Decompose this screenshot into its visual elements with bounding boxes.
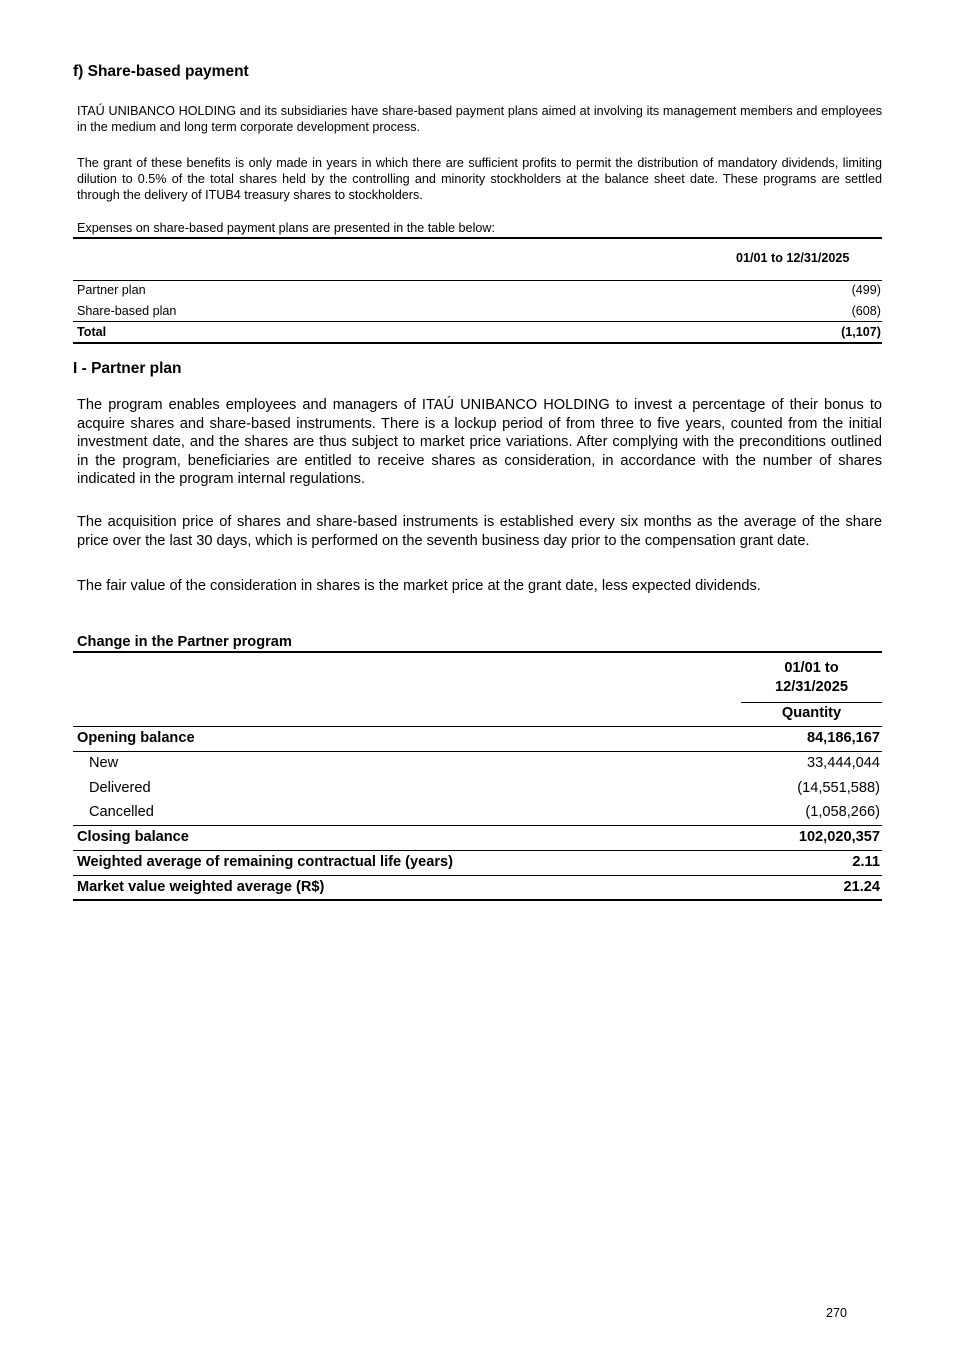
subheader-rule bbox=[741, 702, 882, 703]
row-value: (499) bbox=[851, 283, 881, 297]
total-label: Total bbox=[77, 325, 107, 339]
period-line-2: 12/31/2025 bbox=[774, 678, 849, 695]
table-rule bbox=[73, 342, 882, 344]
table-rule bbox=[73, 850, 882, 851]
row-value: (14,551,588) bbox=[797, 780, 880, 796]
table-row bbox=[77, 755, 880, 771]
table-rule bbox=[73, 751, 882, 752]
row-value: 102,020,357 bbox=[798, 829, 880, 845]
period-header bbox=[741, 659, 882, 696]
market-value-row bbox=[77, 879, 880, 895]
row-value: 2.11 bbox=[852, 854, 880, 870]
table-rule bbox=[73, 651, 882, 653]
row-value: (608) bbox=[851, 304, 881, 318]
intro-paragraph-2: The grant of these benefits is only made in years in which there are sufficient profits to permit the distribution of mandatory dividends, limiting dilution to 0.5% of the total shares held by the controlling and minority stockholders at the balance sheet date. These programs are settled through the delivery of ITUB4 treasury shares to stockholders. bbox=[77, 156, 882, 202]
table-rule bbox=[73, 899, 882, 901]
closing-balance-row bbox=[77, 829, 880, 845]
table-rule bbox=[73, 237, 882, 239]
row-label: Share-based plan bbox=[77, 304, 177, 318]
row-label: Weighted average of remaining contractual life (years) bbox=[77, 854, 454, 870]
table-row bbox=[77, 283, 882, 297]
table-row bbox=[77, 304, 882, 318]
row-value: 84,186,167 bbox=[806, 730, 880, 746]
total-row bbox=[77, 325, 882, 339]
table-rule bbox=[73, 321, 882, 322]
table-rule bbox=[73, 280, 882, 281]
row-label: Delivered bbox=[89, 780, 151, 796]
table-rule bbox=[73, 825, 882, 826]
intro-paragraph-3: Expenses on share-based payment plans are presented in the table below: bbox=[77, 221, 495, 235]
row-value: 21.24 bbox=[843, 879, 880, 895]
table-row bbox=[77, 804, 880, 820]
partner-plan-paragraph-3: The fair value of the consideration in shares is the market price at the grant date, less expected dividends. bbox=[77, 578, 761, 594]
total-value: (1,107) bbox=[841, 325, 881, 339]
table-rule bbox=[73, 726, 882, 727]
section-title: f) Share-based payment bbox=[73, 63, 249, 80]
table-rule bbox=[73, 875, 882, 876]
weighted-life-row bbox=[77, 854, 880, 870]
partner-plan-paragraph-2: The acquisition price of shares and share-based instruments is established every six months as the average of the share price over the last 30 days, which is performed on the seventh business day prior to the compensation grant date. bbox=[77, 514, 882, 549]
page-number: 270 bbox=[826, 1306, 848, 1320]
period-line-1: 01/01 to bbox=[784, 660, 839, 676]
row-value: (1,058,266) bbox=[805, 804, 880, 820]
change-table-title: Change in the Partner program bbox=[77, 634, 292, 650]
intro-paragraph-1: ITAÚ UNIBANCO HOLDING and its subsidiaries have share-based payment plans aimed at involving its management members and employees in the medium and long term corporate development process. bbox=[77, 104, 882, 134]
opening-balance-row bbox=[77, 730, 880, 746]
row-label: Closing balance bbox=[77, 829, 189, 845]
row-label: Market value weighted average (R$) bbox=[77, 879, 325, 895]
partner-plan-paragraph-1: The program enables employees and managers of ITAÚ UNIBANCO HOLDING to invest a percentage of their bonus to acquire shares and share-based instruments. There is a lockup period of from three to five years, counted from the initial investment date, and the shares are thus subject to market price variations. After complying with the preconditions outlined in the program, beneficiaries are entitled to receive shares as consideration, in accordance with the number of shares indicated in the program internal regulations. bbox=[77, 397, 882, 487]
expenses-column-header: 01/01 to 12/31/2025 bbox=[736, 251, 850, 265]
row-label: New bbox=[89, 755, 119, 771]
row-label: Partner plan bbox=[77, 283, 146, 297]
table-row bbox=[77, 780, 880, 796]
row-label: Cancelled bbox=[89, 804, 154, 820]
quantity-subheader: Quantity bbox=[781, 705, 842, 721]
row-value: 33,444,044 bbox=[806, 755, 880, 771]
partner-plan-title: I - Partner plan bbox=[73, 360, 182, 377]
row-label: Opening balance bbox=[77, 730, 195, 746]
